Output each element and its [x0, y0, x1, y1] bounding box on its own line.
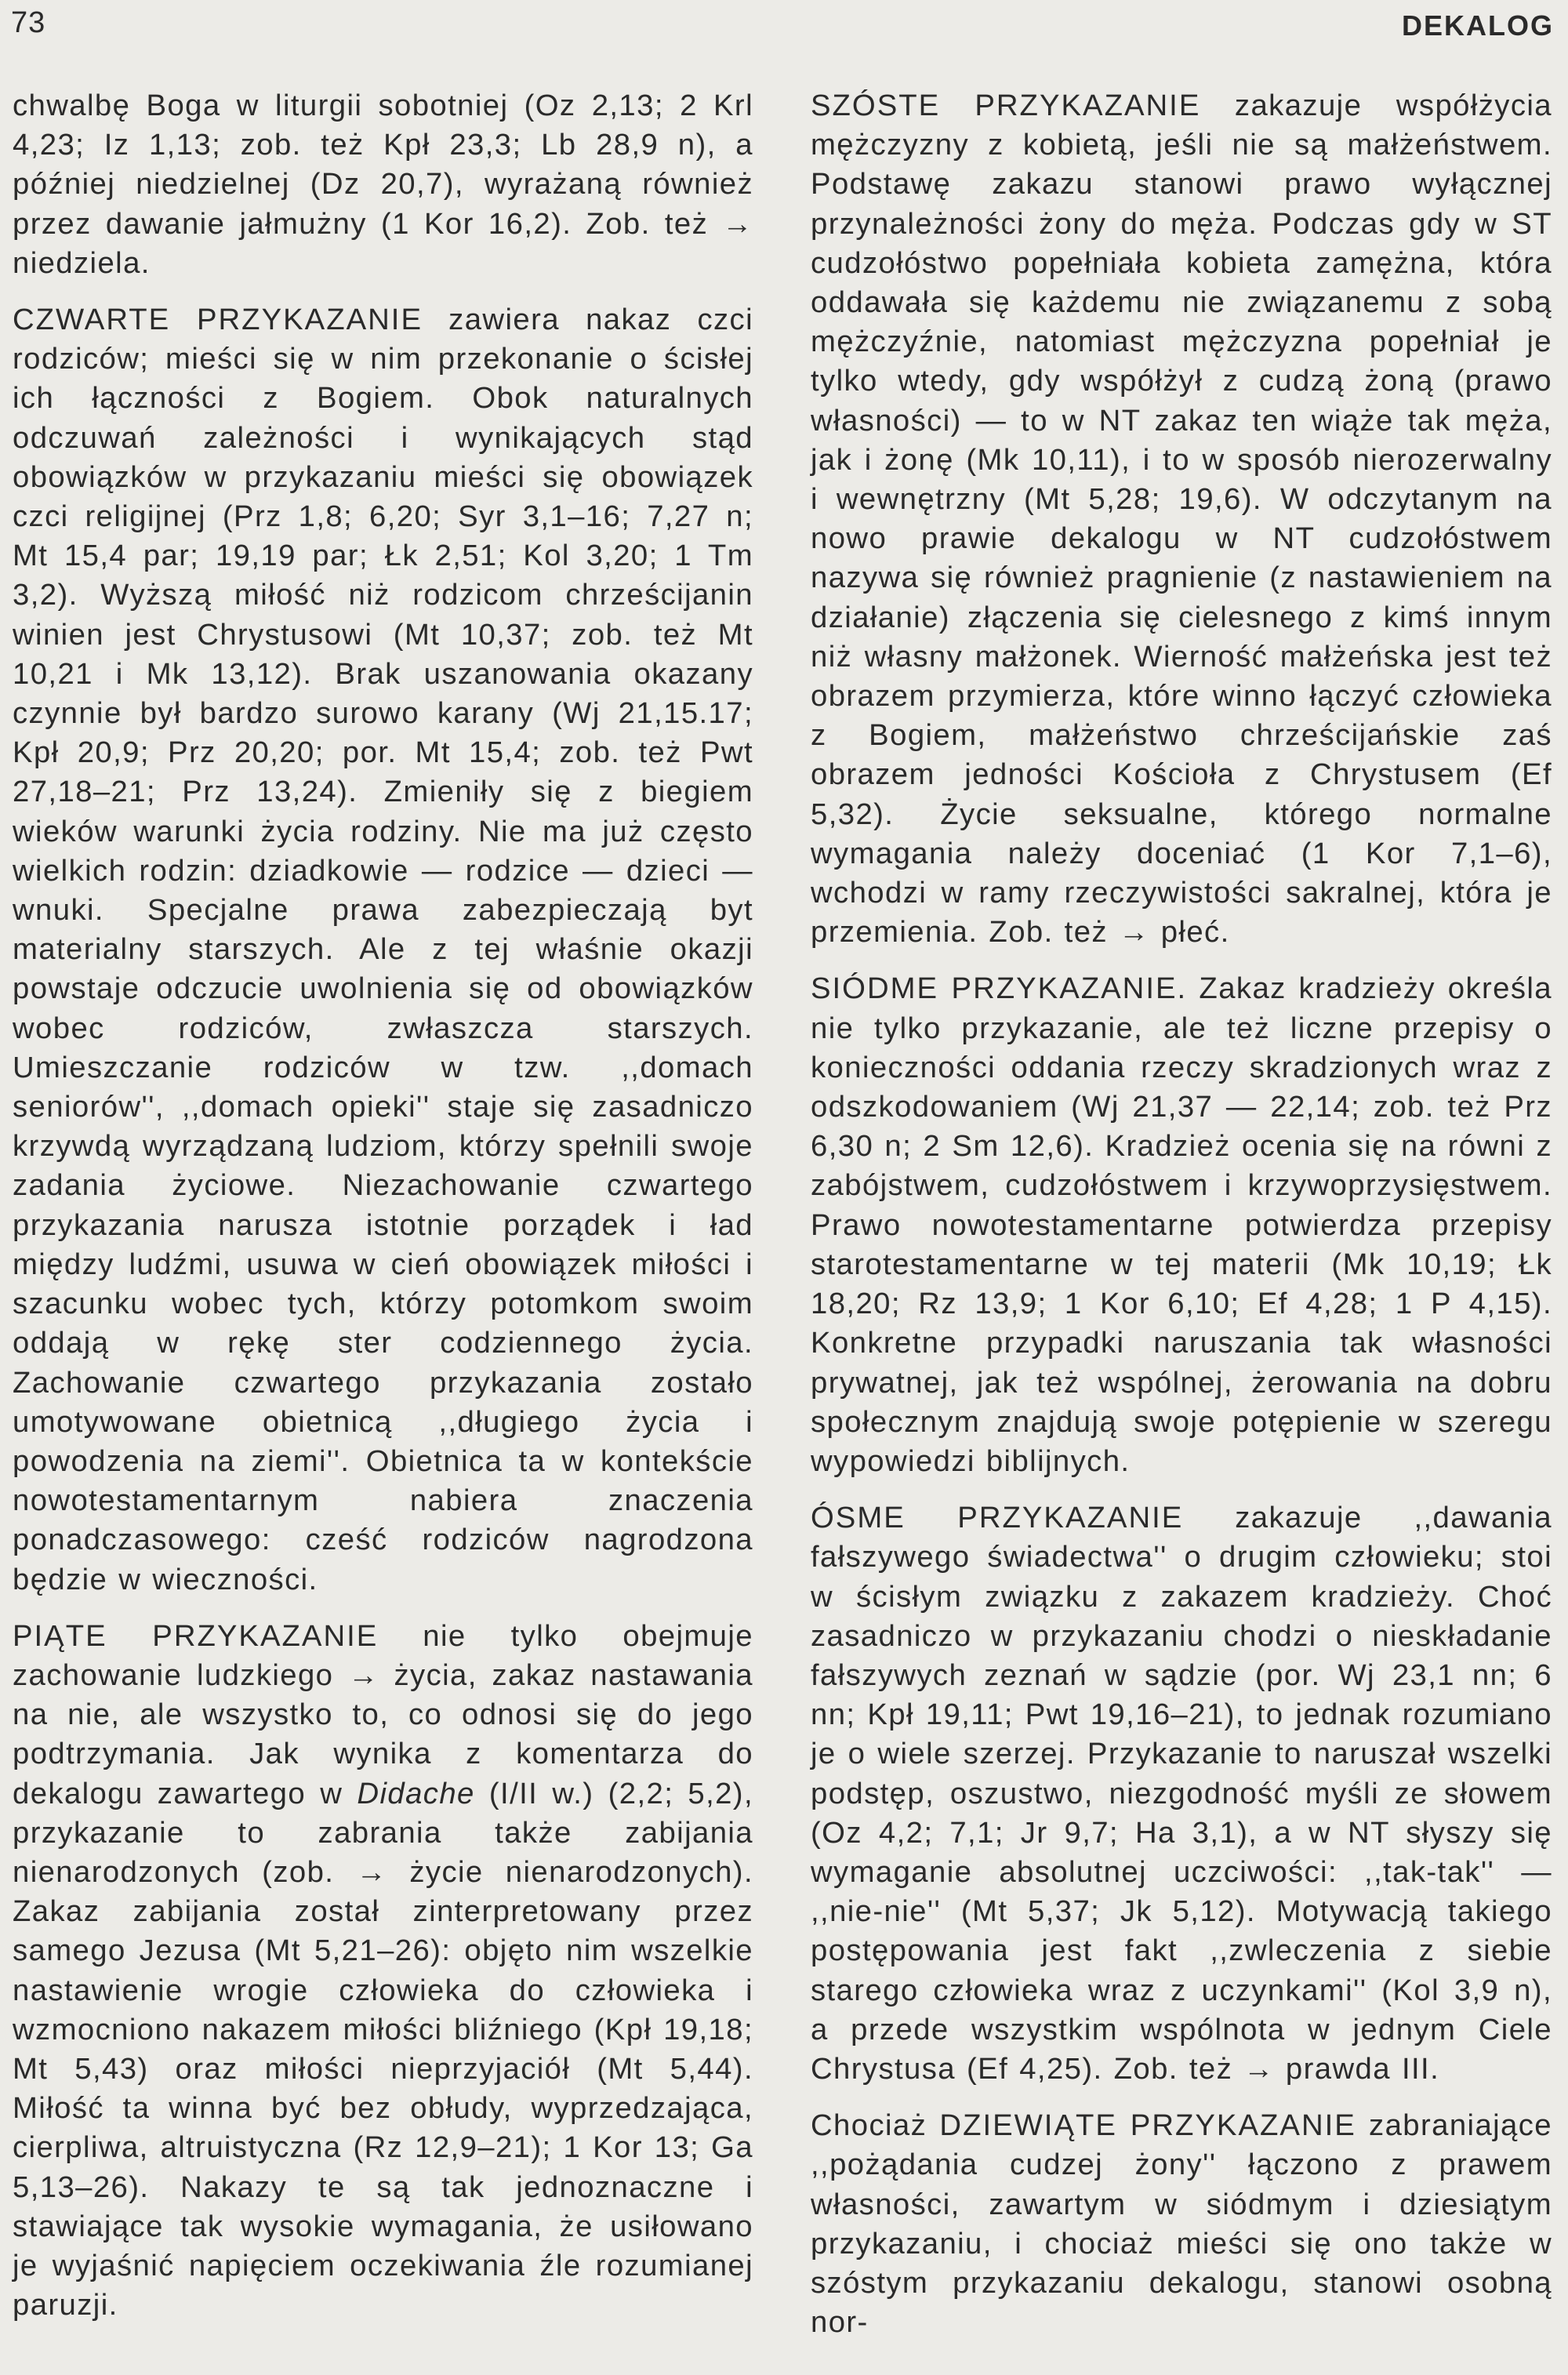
- paragraph-text: chwalbę Boga w liturgii sobotniej (Oz 2,13; 2 Krl 4,23; Iz 1,13; zob. też Kpł 23,3; Lb 28,9 n), a później niedzielnej (Dz 20,7), wyrażaną również przez dawanie jałmużny (1 Kor 16,2). Zob. też → niedziela.: [13, 89, 753, 280]
- italic-title: Didache: [357, 1776, 475, 1810]
- page-number: 73: [11, 6, 46, 39]
- entry-keyword: DZIEWIĄTE PRZYKAZANIE: [939, 2108, 1356, 2143]
- paragraph-fifth-commandment: [13, 1617, 753, 2326]
- paragraph-fourth-commandment: [13, 300, 753, 1600]
- paragraph-text: . Zakaz kradzieży określa nie tylko przykazanie, ale też liczne przepisy o konieczności oddania rzeczy skradzionych wraz z odszkodowaniem (Wj 21,37 — 22,14; zob. też Prz 6,30 n; 2 Sm 12,6). Kradzież ocenia się na równi z zabójstwem, cudzołóstwem i krzywoprzysięstwem. Prawo nowotestamentarne potwierdza przepisy starotestamentarne w tej materii (Mk 10,19; Łk 18,20; Rz 13,9; 1 Kor 6,10; Ef 4,28; 1 P 4,15). Konkretne przypadki naruszania tak własności prywatnej, jak też wspólnej, żerowania na dobru społecznym znajdują swoje potępienie w szeregu wypowiedzi biblijnych.: [811, 971, 1553, 1478]
- paragraph-text: zawiera nakaz czci rodziców; mieści się w nim przekonanie o ścisłej ich łączności z Bogiem. Obok naturalnych odczuwań zależności i wynikających stąd obowiązków w przykazaniu mieści się obowiązek czci religijnej (Prz 1,8; 6,20; Syr 3,1–16; 7,27 n; Mt 15,4 par; 19,19 par; Łk 2,51; Kol 3,20; 1 Tm 3,2). Wyższą miłość niż rodzicom chrześcijanin winien jest Chrystusowi (Mt 10,37; zob. też Mt 10,21 i Mk 13,12). Brak uszanowania okazany czynnie był bardzo surowo karany (Wj 21,15.17; Kpł 20,9; Prz 20,20; por. Mt 15,4; zob. też Pwt 27,18–21; Prz 13,24). Zmieniły się z biegiem wieków warunki życia rodziny. Nie ma już często wielkich rodzin: dziadkowie — rodzice — dzieci — wnuki. Specjalne prawa zabezpieczają byt materialny starszych. Ale z tej właśnie okazji powstaje odczucie uwolnienia się od obowiązków wobec rodziców, zwłaszcza starszych. Umieszczanie rodziców w tzw. ,,domach seniorów'', ,,domach opieki'' staje się zasadniczo krzywdą wyrządzaną ludziom, którzy spełnili swoje zadania życiowe. Niezachowanie czwartego przykazania narusza istotnie porządek i ład między ludźmi, usuwa w cień obowiązek miłości i szacunku wobec tych, którzy potomkom swoim oddają w rękę ster codziennego życia. Zachowanie czwartego przykazania zostało umotywowane obietnicą ,,długiego życia i powodzenia na ziemi''. Obietnica ta w kontekście nowotestamentarnym nabiera znaczenia ponadczasowego: cześć rodziców nagrodzona będzie w wieczności.: [13, 303, 753, 1596]
- paragraph-text: nie tylko obejmuje zachowanie ludzkiego → życia, zakaz nastawania na nie, ale wszystko to, co odnosi się do jego podtrzymania. Jak wynika z komentarza do dekalogu zawartego w: [13, 1618, 753, 1810]
- paragraph-sabbath-end: [13, 86, 753, 283]
- paragraph-sixth-commandment: [811, 86, 1552, 952]
- entry-keyword: ÓSME PRZYKAZANIE: [811, 1501, 1184, 1535]
- entry-keyword: CZWARTE PRZYKAZANIE: [13, 303, 423, 337]
- paragraph-text: Chociaż: [811, 2108, 940, 2143]
- paragraph-text: (I/II w.) (2,2; 5,2), przykazanie to zabrania także zabijania nienarodzonych (zob. → życie nienarodzonych). Zakaz zabijania został zinterpretowany przez samego Jezusa (Mt 5,21–26): objęto nim wszelkie nastawienie wrogie człowieka do człowieka i wzmocniono nakazem miłości bliźniego (Kpł 19,18; Mt 5,43) oraz miłości nieprzyjaciół (Mt 5,44). Miłość ta winna być bez obłudy, wyprzedzająca, cierpliwa, altruistyczna (Rz 12,9–21); 1 Kor 13; Ga 5,13–26). Nakazy te są tak jednoznaczne i stawiające tak wysokie wymagania, że usiłowano je wyjaśnić napięciem oczekiwania źle rozumianej paruzji.: [13, 1776, 754, 2322]
- left-column: [13, 86, 753, 2342]
- running-header: DEKALOG: [1402, 9, 1554, 42]
- right-column: [811, 86, 1552, 2359]
- entry-keyword: SZÓSTE PRZYKAZANIE: [811, 89, 1201, 122]
- paragraph-text: zabraniające ,,pożądania cudzej żony'' łączono z prawem własności, zawartym w siódmym i dziesiątym przykazaniu, i chociaż mieści się ono także w szóstym przykazaniu dekalogu, stanowi osobną nor-: [811, 2108, 1552, 2340]
- entry-keyword: PIĄTE PRZYKAZANIE: [13, 1618, 379, 1653]
- paragraph-eighth-commandment: [811, 1498, 1552, 2089]
- paragraph-ninth-commandment: [811, 2106, 1552, 2342]
- paragraph-text: zakazuje współżycia mężczyzny z kobietą, jeśli nie są małżeństwem. Podstawę zakazu stanowi prawo wyłącznej przynależności żony do męża. Podczas gdy w ST cudzołóstwo popełniała kobieta zamężna, która oddawała się każdemu nie związanemu z sobą mężczyźnie, natomiast mężczyzna popełniał je tylko wtedy, gdy współżył z cudzą żoną (prawo własności) — to w NT zakaz ten wiąże tak męża, jak i żonę (Mk 10,11), i to w sposób nierozerwalny i wewnętrzny (Mt 5,28; 19,6). W odczytanym na nowo prawie dekalogu w NT cudzołóstwem nazywa się również pragnienie (z nastawieniem na działanie) złączenia się cielesnego z kimś innym niż własny małżonek. Wierność małżeńska jest też obrazem przymierza, które winno łączyć człowieka z Bogiem, małżeństwo chrześcijańskie zaś obrazem jedności Kościoła z Chrystusem (Ef 5,32). Życie seksualne, którego normalne wymagania należy doceniać (1 Kor 7,1–6), wchodzi w ramy rzeczywistości sakralnej, która je przemienia. Zob. też → płeć.: [811, 89, 1552, 950]
- paragraph-text: zakazuje ,,dawania fałszywego świadectwa'' o drugim człowieku; stoi w ścisłym związku z zakazem kradzieży. Choć zasadniczo w przykazaniu chodzi o nieskładanie fałszywych zeznań w sądzie (por. Wj 23,1 nn; 6 nn; Kpł 19,11; Pwt 19,16–21), to jednak rozumiano je o wiele szerzej. Przykazanie to naruszał wszelki podstęp, oszustwo, niezgodność myśli ze słowem (Oz 4,2; 7,1; Jr 9,7; Ha 3,1), a w NT słyszy się wymaganie absolutnej uczciwości: ,,tak-tak'' — ,,nie-nie'' (Mt 5,37; Jk 5,12). Motywacją takiego postępowania jest fakt ,,zwleczenia z siebie starego człowieka wraz z uczynkami'' (Kol 3,9 n), a przede wszystkim wspólnota w jednym Ciele Chrystusa (Ef 4,25). Zob. też → prawda III.: [811, 1501, 1552, 2086]
- entry-keyword: SIÓDME PRZYKAZANIE: [811, 971, 1178, 1006]
- paragraph-seventh-commandment: [811, 969, 1552, 1481]
